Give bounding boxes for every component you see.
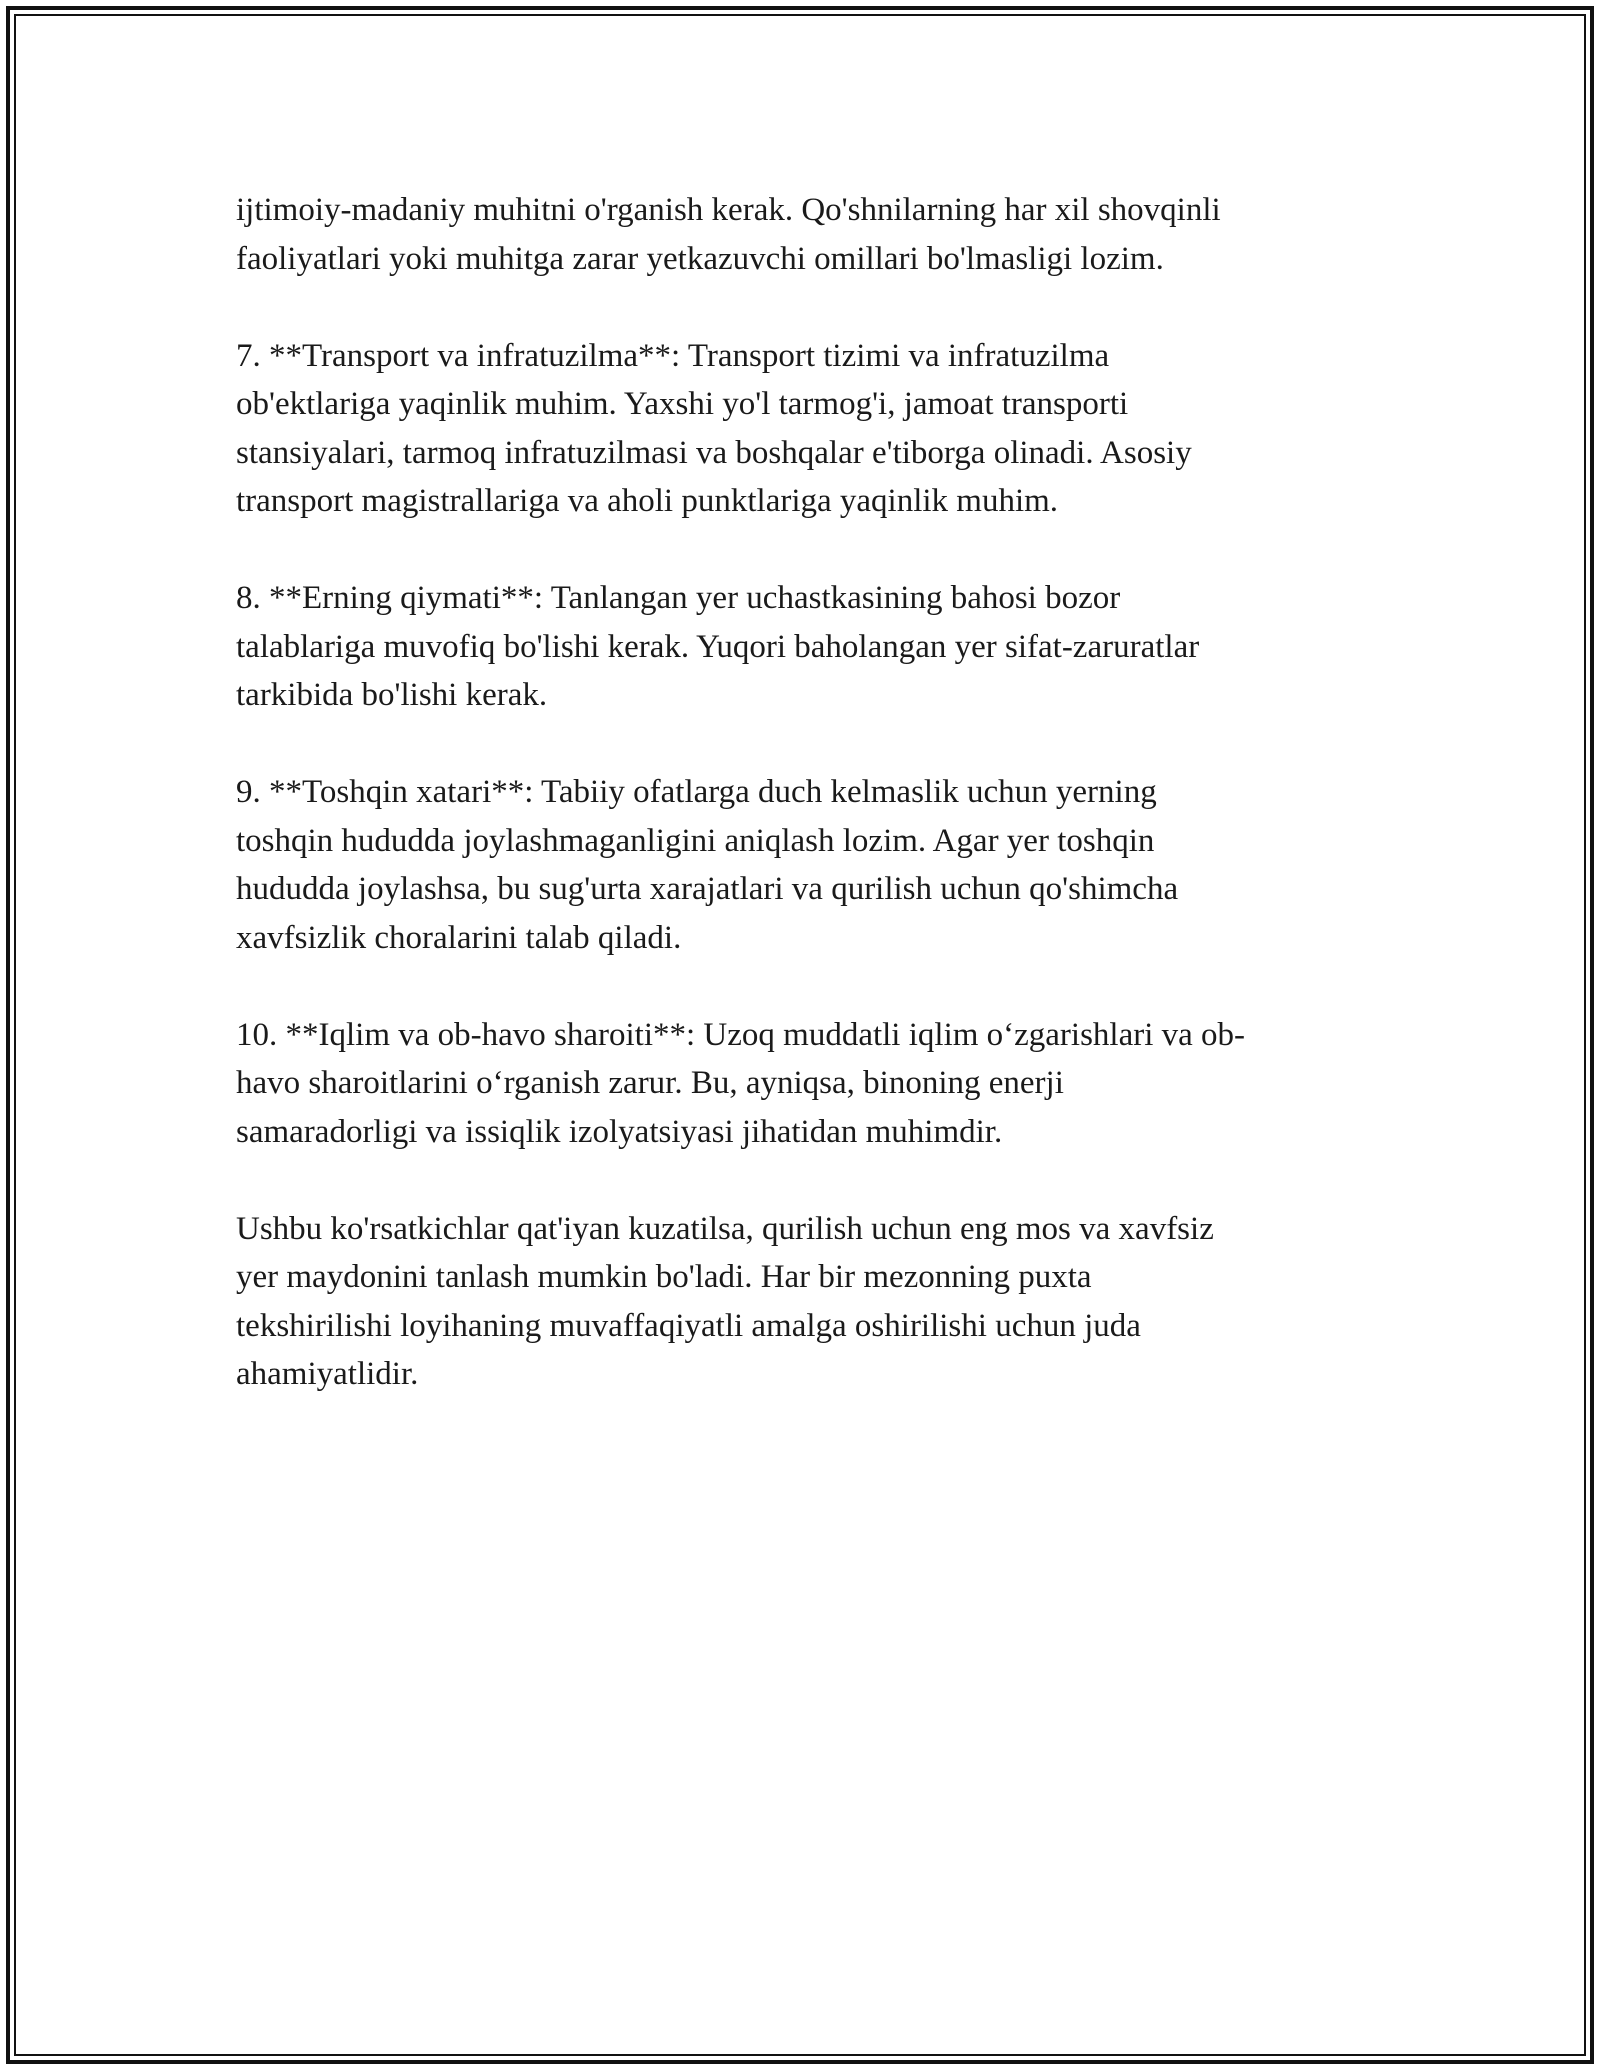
- paragraph-transport-infrastructure: 7. **Transport va infratuzilma**: Transport tizimi va infratuzilma ob'ektlariga yaqinlik muhim. Yaxshi yo'l tarmog'i, jamoat transporti stansiyalari, tarmoq infratuzilmasi va boshqalar e'tiborga olinadi. Asosiy transport magistrallariga va aholi punktlariga yaqinlik muhim.: [236, 337, 1192, 519]
- paragraph-climate-weather: 10. **Iqlim va ob-havo sharoiti**: Uzoq muddatli iqlim o‘zgarishlari va ob- havo sharoitlarini o‘rganish zarur. Bu, ayniqsa, binoning enerji samaradorligi va issiqlik izolyatsiyasi jihatidan muhimdir.: [236, 1016, 1246, 1150]
- paragraph-social-environment: ijtimoiy-madaniy muhitni o'rganish kerak. Qo'shnilarning har xil shovqinli faoliyatlari yoki muhitga zarar yetkazuvchi omillari bo'lmasligi lozim.: [236, 192, 1221, 277]
- paragraph-flood-risk: 9. **Toshqin xatari**: Tabiiy ofatlarga duch kelmaslik uchun yerning toshqin hududda joylashmaganligini aniqlash lozim. Agar yer toshqin hududda joylashsa, bu sug'urta xarajatlari va qurilish uchun qo'shimcha xavfsizlik choralarini talab qiladi.: [236, 774, 1179, 956]
- document-body: [236, 186, 1366, 1447]
- paragraph-land-value: 8. **Erning qiymati**: Tanlangan yer uchastkasining bahosi bozor talablariga muvofiq bo'lishi kerak. Yuqori baholangan yer sifat-zaruratlar tarkibida bo'lishi kerak.: [236, 580, 1200, 713]
- paragraph-conclusion: Ushbu ko'rsatkichlar qat'iyan kuzatilsa, qurilish uchun eng mos va xavfsiz yer maydonini tanlash mumkin bo'ladi. Har bir mezonning puxta tekshirilishi loyihaning muvaffaqiyatli amalga oshirilishi uchun juda ahamiyatlidir.: [236, 1210, 1214, 1392]
